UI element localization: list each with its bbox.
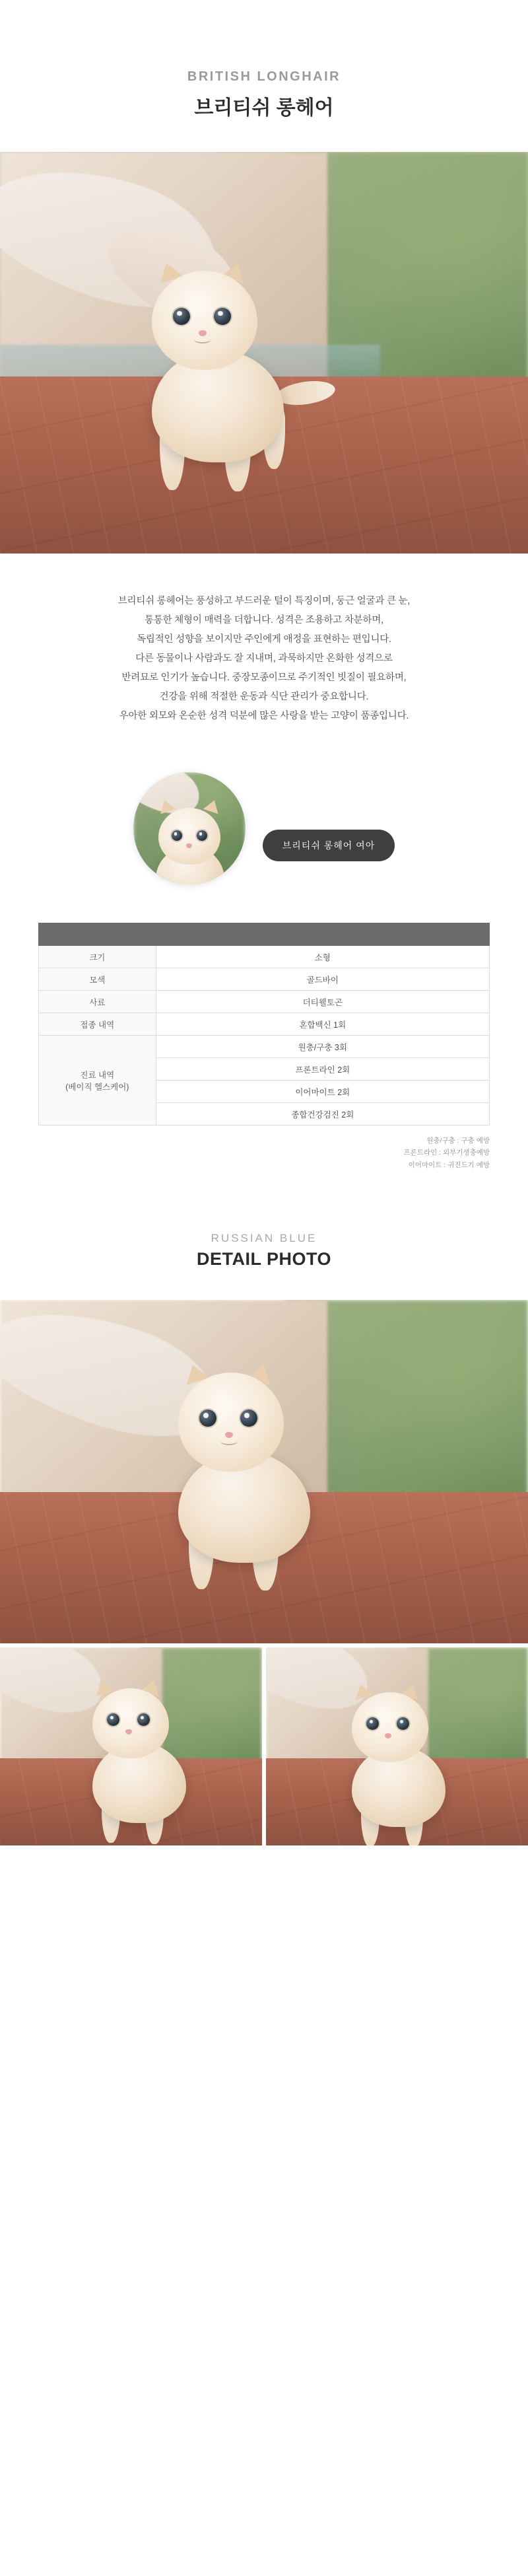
profile-block — [0, 760, 528, 911]
kitten-eye-left — [199, 1410, 216, 1427]
detail-right-canvas — [266, 1647, 528, 1845]
kitten-eye-right — [137, 1713, 150, 1726]
row-value: 종합건강검진 2회 — [156, 1103, 489, 1126]
breed-eyebrow: BRITISH LONGHAIR — [187, 69, 341, 84]
row-value: 프론트라인 2회 — [156, 1058, 489, 1081]
page-title: 브리티쉬 롱헤어 — [194, 97, 334, 119]
table-footnotes — [0, 1126, 528, 1171]
row-value: 골드바이 — [156, 968, 489, 991]
kitten-eye-left — [366, 1717, 379, 1730]
avatar-kitten-ear-right — [203, 798, 222, 814]
kitten-eye-left — [107, 1713, 119, 1726]
kitten-figure — [73, 1674, 205, 1845]
detail-photo-left — [0, 1647, 262, 1845]
description-line: 독립적인 성향을 보이지만 주인에게 애정을 표현하는 편입니다. — [137, 634, 391, 645]
table-row — [39, 946, 490, 968]
hero-photo-canvas — [0, 152, 528, 554]
row-value: 원충/구충 3회 — [156, 1036, 489, 1058]
page-header — [0, 0, 528, 152]
description-line: 통통한 체형이 매력을 더합니다. 성격은 조용하고 차분하며, — [145, 615, 383, 626]
table-row — [39, 1036, 490, 1058]
pet-name-badge: 브리티쉬 롱헤어 여아 — [263, 830, 395, 861]
row-value: 더티웰토곤 — [156, 991, 489, 1013]
hero-photo — [0, 152, 528, 554]
detail-photo-grid — [0, 1643, 528, 1845]
detail-title: DETAIL PHOTO — [196, 1249, 332, 1270]
kitten-eye-right — [397, 1717, 409, 1730]
table-header-cell — [156, 923, 489, 946]
description-line: 건강을 위해 적절한 운동과 식단 관리가 중요합니다. — [159, 692, 369, 702]
description-line: 브리티쉬 롱헤어는 풍성하고 부드러운 털이 특징이며, 둥근 얼굴과 큰 눈, — [117, 596, 411, 606]
avatar-kitten — [150, 799, 230, 884]
table-row — [39, 991, 490, 1013]
row-value: 소형 — [156, 946, 489, 968]
table-header-row — [39, 923, 490, 946]
footnote: 이어마이트 : 귀진드기 예방 — [408, 1161, 490, 1169]
footnote: 프론트라인 : 외부기생충예방 — [403, 1149, 490, 1157]
detail-large-canvas — [0, 1300, 528, 1643]
footnote: 원충/구충 : 구충 예방 — [426, 1137, 490, 1145]
avatar-kitten-eye-left — [172, 830, 182, 841]
kitten-head — [352, 1692, 428, 1762]
row-label: 크기 — [39, 946, 156, 968]
row-label: 접종 내역 — [39, 1013, 156, 1036]
kitten-eye-left — [173, 308, 190, 325]
detail-photo-heading — [0, 1171, 528, 1300]
row-value: 혼합백신 1회 — [156, 1013, 489, 1036]
kitten-figure — [125, 251, 323, 502]
avatar-kitten-nose — [186, 843, 192, 848]
kitten-head — [92, 1688, 169, 1758]
kitten-eye-right — [240, 1410, 257, 1427]
kitten-head — [152, 271, 257, 370]
kitten-mouth — [194, 336, 211, 343]
avatar-photo — [133, 772, 246, 884]
spec-table — [38, 923, 490, 1126]
row-label: 모색 — [39, 968, 156, 991]
detail-photo-right — [266, 1647, 528, 1845]
avatar — [133, 772, 246, 884]
care-label-line2: (베이직 헬스케어) — [65, 1082, 129, 1092]
table-row — [39, 1013, 490, 1036]
table-header-cell — [39, 923, 156, 946]
description-line: 우아한 외모와 온순한 성격 덕분에 많은 사랑을 받는 고양이 품종입니다. — [119, 711, 409, 721]
table-row — [39, 968, 490, 991]
detail-eyebrow: RUSSIAN BLUE — [211, 1232, 317, 1245]
detail-left-canvas — [0, 1647, 262, 1845]
row-label: 사료 — [39, 991, 156, 1013]
avatar-kitten-eye-right — [197, 830, 207, 841]
detail-photo-large — [0, 1300, 528, 1643]
kitten-figure — [332, 1678, 464, 1845]
row-label-care — [39, 1036, 156, 1126]
breed-description — [0, 554, 528, 760]
kitten-figure — [152, 1353, 350, 1604]
row-value: 이어마이트 2회 — [156, 1081, 489, 1103]
avatar-kitten-head — [158, 808, 220, 865]
kitten-head — [178, 1373, 284, 1472]
description-line: 반려묘로 인기가 높습니다. 중장모종이므로 주기적인 빗질이 필요하며, — [121, 672, 407, 683]
kitten-eye-right — [214, 308, 231, 325]
description-line: 다른 동물이나 사람과도 잘 지내며, 과묵하지만 온화한 성격으로 — [135, 653, 393, 664]
care-label-line1: 진료 내역 — [80, 1070, 115, 1080]
spec-table-wrap — [0, 911, 528, 1126]
